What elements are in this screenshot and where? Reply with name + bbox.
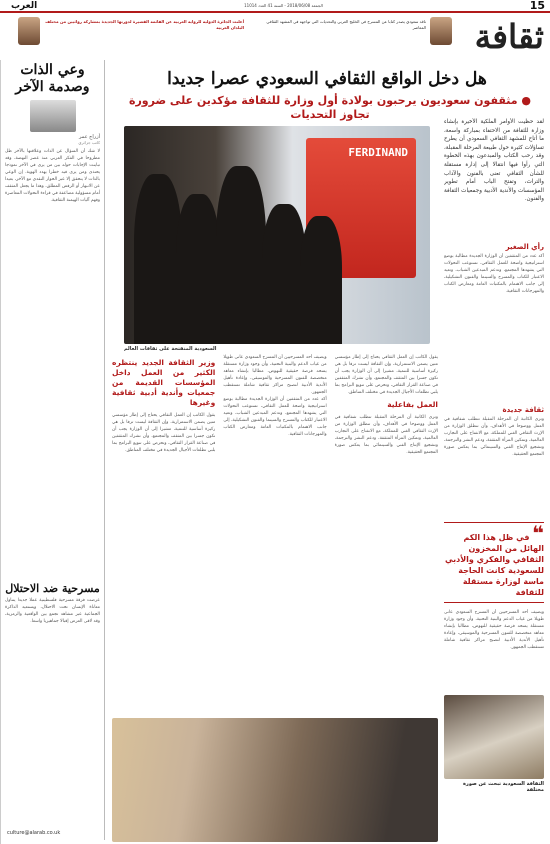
teaser-text: أعلنت الجائزة الدولية للرواية العربية عن القائمة القصيرة لدورتها الجديدة بمشاركة روائيين من مختلف البلدان العربية	[45, 19, 244, 30]
poster-title: FERDINAND	[348, 146, 408, 159]
inline-heading: وزير الثقافة الجديد ينتظره الكثير من العمل داخل المؤسسات القديمة من جمعيات وأندية أدبية ثقافية وغيرها	[112, 358, 216, 407]
person-figure	[176, 194, 220, 344]
teaser-1[interactable]	[252, 17, 452, 57]
main-photo	[124, 126, 430, 344]
issue-line: الجمعة 2018/06/08 - السنة 41 العدد 11014	[244, 3, 323, 8]
small-photo-caption: الثقافة السعودية تبحث عن صورة مختلفة	[462, 781, 544, 793]
article-lede: لقد حظيت الأوامر الملكية الأخيرة بإنشاء وزارة للثقافة من الاحتفاء بمباركة واسعة، ما أتاح للمشهد الثقافي السعودي أن يطرح تساؤلات كثيرة حول طبيعة المرحلة المقبلة، وقد رحب الكتاب والمبدعون بهذه الخطوة التي رأوا فيها انتقالا إلى إدارة مستقلة للشأن الثقافي تعنى بالفنون والآداب والتراث، وتفتح الباب أمام تطوير المؤسسات والأندية الأدبية وجمعيات الثقافة والفنون.	[444, 119, 544, 203]
teaser-2[interactable]	[14, 17, 244, 57]
main-headline: هل دخل الواقع الثقافي السعودي عصرا جديدا	[167, 69, 487, 89]
subsection-heading: ثقافة جديدة	[502, 406, 544, 414]
market-photo	[444, 695, 544, 779]
teaser-photo	[18, 17, 40, 45]
pull-quote	[444, 522, 544, 603]
quote-mark-icon: ❝	[532, 521, 544, 545]
book-fair-photo	[112, 718, 438, 842]
teaser-text: ناقد سعودي يصدر كتابا عن المسرح في الخليج العربي والتحديات التي تواجهه في المشهد الثقافي المعاصر	[266, 19, 426, 30]
opinion-title: وعي الذات وصدمة الآخر	[15, 62, 90, 95]
body-text: يقول الكاتب إن العمل الثقافي يحتاج إلى إطار مؤسسي متين يضمن الاستمرارية، وإن الثقافة ليست ترفا بل هي ركيزة أساسية للتنمية، مشيرا إلى أن الوزارة يجب أن تكون جسرا بين المثقف والمجتمع، وأن تشرك المثقفين في صناعة القرار الثقافي، وتحرص على تنويع البرامج بما يلبي تطلعات الأجيال الجديدة في مختلف المناطق.	[112, 413, 216, 453]
author-role: كاتب جزائري	[78, 140, 100, 145]
article-body-1: أكد عدد من المثقفين أن الوزارة الجديدة مطالبة بوضع استراتيجية واضحة للعمل الثقافي، تستوعب التحولات التي يشهدها المجتمع، وتدعم المبدعين الشباب، وتعيد الاعتبار للكتاب والمسرح والسينما والفنون التشكيلية، إلى جانب الاهتمام بالمكتبات العامة ومعارض الكتاب والمهرجانات الثقافية.	[444, 254, 544, 294]
right-text-column	[444, 118, 544, 793]
author-name: أزراج عمر	[78, 134, 100, 140]
subsection-heading: رأي الصغير	[505, 243, 544, 251]
contact-email[interactable]: culture@alarab.co.uk	[7, 830, 61, 836]
inline-heading: العمل بفاعلية	[387, 400, 438, 409]
opinion-column	[0, 60, 104, 844]
author-photo	[30, 100, 76, 132]
teaser-photo	[430, 17, 452, 45]
top-bar	[0, 0, 550, 13]
side-article-title: مسرحية ضد الاحتلال	[5, 582, 100, 595]
main-subhead: ● مثقفون سعوديون يرحبون بولادة أول وزارة للثقافة مؤكدين على ضرورة تجاوز التحديات	[128, 94, 532, 121]
main-photo-caption: السعودية المنفتحة على ثقافات العالم	[124, 346, 217, 352]
body-text: ويضيف أحد المسرحيين أن المسرح السعودي عانى طويلا من غياب الدعم والبنية التحتية، وأن وجود وزارة مستقلة يمنحه فرصة حقيقية للنهوض، مطالبا بإنشاء معاهد متخصصة للفنون المسرحية والموسيقى، وإعادة تأهيل الأندية الأدبية لتصبح مراكز ثقافية شاملة تستقطب الجمهور.	[223, 355, 327, 395]
pull-quote-text: في ظل هذا الكم الهائل من المخزون الثقافي والفكري والأدبي للسعودية كانت الحاجة ماسة لوزارة مستقلة للثقافة	[445, 533, 544, 597]
body-text: أكد عدد من المثقفين أن الوزارة الجديدة مطالبة بوضع استراتيجية واضحة للعمل الثقافي، تستوعب التحولات التي يشهدها المجتمع، وتدعم المبدعين الشباب، وتعيد الاعتبار للكتاب والمسرح والسينما والفنون التشكيلية، إلى جانب الاهتمام بالمكتبات العامة ومعارض الكتاب والمهرجانات الثقافية.	[223, 397, 327, 437]
article-body-right: وترى الكاتبة أن المرحلة المقبلة تتطلب شفافية في العمل ووضوحا في الأهداف، وأن تنطلق الوزارة من الإرث الثقافي الغني للمملكة، مع الانفتاح على التجارب العالمية، وتمكين المرأة المثقفة، ودعم النشر والترجمة، وتشجيع الإنتاج الفني والسينمائي بما يعكس صورة المجتمع الحقيقية.	[444, 417, 544, 457]
person-figure	[300, 216, 342, 344]
page-number: 15	[529, 0, 545, 12]
opinion-body: لا شك أن السؤال عن الذات وعلاقتها بالآخر ظل مطروحا في الفكر العربي منذ عصر النهضة، وقد تباينت الإجابات حوله بين من يرى في الآخر نموذجا يحتذى ومن يرى فيه خطرا يهدد الهوية. إن الوعي بالذات لا يتحقق إلا عبر الحوار النقدي مع الآخر، بعيدا عن الانبهار أو الرفض المطلق، وهذا ما يجعل المثقف أمام مسؤولية مضاعفة في قراءة التحولات المعاصرة وفهم آليات الهيمنة الثقافية.	[5, 149, 100, 203]
section-title: ثقافة	[474, 17, 544, 56]
body-text: وترى الكاتبة أن المرحلة المقبلة تتطلب شفافية في العمل ووضوحا في الأهداف، وأن تنطلق الوزارة من الإرث الثقافي الغني للمملكة، مع الانفتاح على التجارب العالمية، وتمكين المرأة المثقفة، ودعم النشر والترجمة، وتشجيع الإنتاج الفني والسينمائي بما يعكس صورة المجتمع الحقيقية.	[334, 415, 438, 455]
article-body-right-2: ويضيف أحد المسرحيين أن المسرح السعودي عانى طويلا من غياب الدعم والبنية التحتية، وأن وجود وزارة مستقلة يمنحه فرصة حقيقية للنهوض، مطالبا بإنشاء معاهد متخصصة للفنون المسرحية والموسيقى، وإعادة تأهيل الأندية الأدبية لتصبح مراكز ثقافية شاملة تستقطب الجمهور.	[444, 610, 544, 650]
side-article-body: عرضت فرقة مسرحية فلسطينية عملا جديدا يتناول معاناة الإنسان تحت الاحتلال، ويستعيد الذاكرة الجماعية عبر مشاهد تجمع بين الواقعية والرمزية، وقد لاقى العرض إقبالا جماهيريا واسعا.	[5, 598, 100, 624]
column-divider	[104, 60, 105, 840]
body-text: يقول الكاتب إن العمل الثقافي يحتاج إلى إطار مؤسسي متين يضمن الاستمرارية، وإن الثقافة ليست ترفا بل هي ركيزة أساسية للتنمية، مشيرا إلى أن الوزارة يجب أن تكون جسرا بين المثقف والمجتمع، وأن تشرك المثقفين في صناعة القرار الثقافي، وتحرص على تنويع البرامج بما يلبي تطلعات الأجيال الجديدة في مختلف المناطق.	[334, 355, 438, 395]
masthead-logo: العرب	[11, 0, 38, 11]
person-figure	[216, 166, 266, 344]
person-figure	[134, 174, 182, 344]
